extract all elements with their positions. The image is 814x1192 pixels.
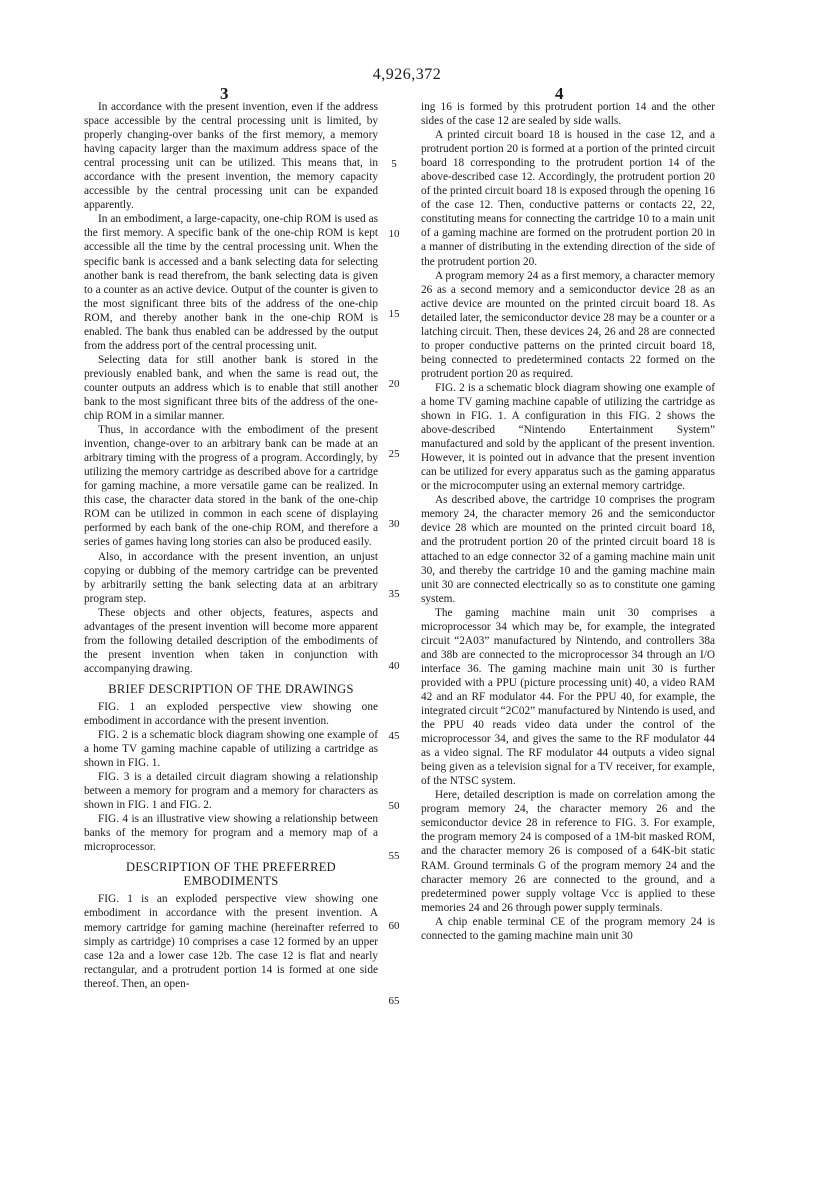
- paragraph: A chip enable terminal CE of the program memory 24 is connected to the gaming machine main unit 30: [421, 915, 715, 942]
- patent-number: 4,926,372: [372, 66, 442, 83]
- paragraph: Also, in accordance with the present invention, an unjust copying or dubbing of the memory cartridge can be prevented by arbitrarily setting the bank selecting data at an arbitrary program step.: [84, 550, 378, 605]
- section-heading-drawings: BRIEF DESCRIPTION OF THE DRAWINGS: [108, 681, 354, 696]
- section-heading-embodiments: DESCRIPTION OF THE PREFERRED EMBODIMENTS: [126, 860, 336, 889]
- paragraph: FIG. 4 is an illustrative view showing a relationship between banks of the memory for program and a memory map of a microprocessor.: [84, 813, 378, 854]
- right-column-number: 4: [555, 84, 564, 103]
- right-text-column: [421, 100, 715, 943]
- paragraph: In an embodiment, a large-capacity, one-chip ROM is used as the first memory. A specific bank of the one-chip ROM is kept accessible all the time by the central processing unit. When the specific bank is accessed and a bank selecting data for selecting another bank is read therefrom, the bank selecting data is given to a counter as an active device. Output of the counter is given to the most significant three bits of the address of the one-chip ROM, and thereby another bank in the one-chip ROM is enabled. The bank thus enabled can be addressed by the output from the address port of the central processing unit.: [84, 213, 378, 352]
- left-column-number: 3: [220, 84, 229, 103]
- line-number: 15: [388, 308, 400, 320]
- paragraph: FIG. 1 an exploded perspective view showing one embodiment in accordance with the present invention.: [84, 700, 378, 727]
- paragraph: Selecting data for still another bank is stored in the previously enabled bank, and when the same is read out, the counter outputs an address which is to enable that still another bank to the most significant three bits of the address of the one-chip ROM in a similar manner.: [84, 353, 378, 423]
- left-text-column: [84, 100, 378, 991]
- paragraph: In accordance with the present invention, even if the address space accessible by the central processing unit is limited, by properly changing-over banks of the first memory, a memory having capacity larger than the maximum address space of the central processing unit can be utilized. This means that, in accordance with the present invention, the memory capacity accessible by the central processing unit can be expanded apparently.: [84, 101, 378, 212]
- paragraph: Thus, in accordance with the embodiment of the present invention, change-over to an arbitrary bank can be made at an arbitrary timing with the progress of a program. Accordingly, by utilizing the memory cartridge as described above for a cartridge for gaming machine, a more versatile game can be realized. In this case, the character data stored in the bank of the one-chip ROM can be utilized in common in each scene of displaying performed by each bank of the one-chip ROM, and therefore a series of games having long stories can also be produced easily.: [84, 424, 378, 549]
- line-number: 60: [388, 920, 400, 932]
- paragraph: The gaming machine main unit 30 comprises a microprocessor 34 which may be, for example, the integrated circuit “2A03” manufactured by Nintendo, and controllers 38a and 38b are connected to the microprocessor 34 through an I/O interface 36. The gaming machine main unit 30 is further provided with a PPU (picture processing unit) 40, a video RAM 42 and an RF modulator 44. For the PPU 40, for example, the integrated circuit “2C02” manufactured by Nintendo is used, and the PPU 40 reads video data under the control of the microprocessor 34, and gives the same to the RF modulator 44 as a video signal. The RF modulator 44 outputs a video signal being given as a television signal for a TV receiver, for example, of the NTSC system.: [421, 606, 715, 788]
- paragraph: As described above, the cartridge 10 comprises the program memory 24, the character memory 26 and the semiconductor device 28 which are mounted on the printed circuit board 18, and the protrudent portion 20 of the printed circuit board 18 is attached to an edge connector 32 of a gaming machine main unit 30, and thereby the cartridge 10 and the gaming machine main unit 30 are connected electrically so as to constitute one gaming system.: [421, 494, 715, 605]
- line-number: 65: [388, 995, 400, 1007]
- paragraph: ing 16 is formed by this protrudent portion 14 and the other sides of the case 12 are sealed by side walls.: [421, 101, 715, 128]
- line-number: 20: [388, 378, 400, 390]
- line-number: 45: [388, 730, 400, 742]
- line-number: 40: [388, 660, 400, 672]
- line-number: 10: [388, 228, 400, 240]
- paragraph: FIG. 1 is an exploded perspective view showing one embodiment in accordance with the present invention. A memory cartridge for gaming machine (hereinafter referred to simply as cartridge) 10 comprises a case 12 formed by an upper case 12a and a lower case 12b. The case 12 is flat and nearly rectangular, and a protrudent portion 14 is formed at one side thereof. Then, an open-: [84, 893, 378, 990]
- line-number: 5: [391, 158, 397, 170]
- line-number: 55: [388, 850, 400, 862]
- line-number: 25: [388, 448, 400, 460]
- line-number: 50: [388, 800, 400, 812]
- paragraph: FIG. 2 is a schematic block diagram showing one example of a home TV gaming machine capable of utilizing the cartridge as shown in FIG. 1. A configuration in this FIG. 2 shows the above-described “Nintendo Entertainment System” manufactured and sold by the applicant of the present invention. However, it is pointed out in advance that the present invention can be utilized for every apparatus such as the gaming apparatus or the microcomputer using an external memory cartridge.: [421, 381, 715, 493]
- paragraph: A printed circuit board 18 is housed in the case 12, and a protrudent portion 20 is formed at a portion of the printed circuit board 18 corresponding to the protrudent portion 14 of the above-described case 12. Accordingly, the protrudent portion 20 of the printed circuit board 18 is exposed through the opening 16 of the case 12. Then, conductive patterns or contacts 22, 22, constituting means for connecting the cartridge 10 to a main unit of a gaming machine are formed on the protrudent portion 20 in a manner of distributing in the extending direction of the side of the protrudent portion 20.: [421, 129, 715, 268]
- paragraph: FIG. 3 is a detailed circuit diagram showing a relationship between a memory for program and a memory for characters as shown in FIG. 1 and FIG. 2.: [84, 771, 378, 812]
- paragraph: Here, detailed description is made on correlation among the program memory 24, the character memory 26 and the semiconductor device 28 in reference to FIG. 3. For example, the program memory 24 is composed of a 1M-bit masked ROM, and the character memory 26 is composed of a 64K-bit static RAM. Ground terminals G of the program memory 24 and the character memory 26 are connected to the ground, and a predetermined power supply voltage Vcc is applied to these memories 24 and 26 through power supply terminals.: [421, 789, 715, 914]
- paragraph: These objects and other objects, features, aspects and advantages of the present invention will become more apparent from the following detailed description of the embodiments of the present invention when taken in conjunction with accompanying drawing.: [84, 606, 378, 675]
- paragraph: FIG. 2 is a schematic block diagram showing one example of a home TV gaming machine capable of utilizing a cartridge as shown in FIG. 1.: [84, 729, 378, 770]
- line-number: 30: [388, 518, 400, 530]
- line-number: 35: [388, 588, 400, 600]
- paragraph: A program memory 24 as a first memory, a character memory 26 as a second memory and a semiconductor device 28 as an active device are mounted on the printed circuit board 18. As detailed later, the semiconductor device 28 may be a counter or a latching circuit. Then, these devices 24, 26 and 28 are connected to proper conductive patterns on the printed circuit board 18, being connected to predetermined contacts 22 formed on the protrudent portion 20 as required.: [421, 269, 715, 380]
